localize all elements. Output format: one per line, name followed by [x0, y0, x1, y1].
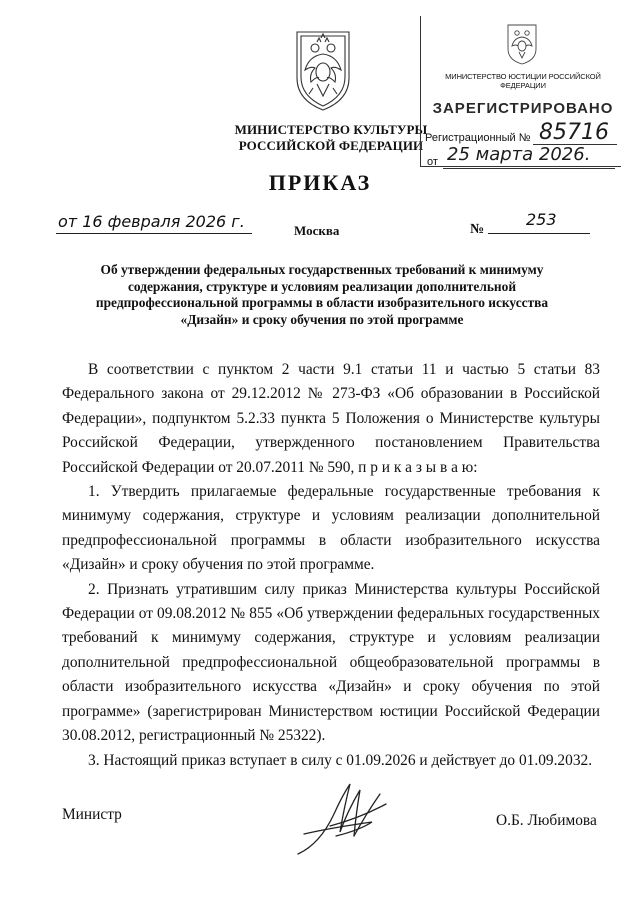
stamp-ministry: МИНИСТЕРСТВО ЮСТИЦИИ РОССИЙСКОЙ ФЕДЕРАЦИИ: [445, 72, 601, 90]
heading-line: Об утверждении федеральных государственных требований к минимуму: [100, 262, 544, 277]
clause-paragraph: 2. Признать утратившим силу приказ Министерства культуры Российской Федерации от 09.08.2012 № 855 «Об утверждении федеральных государственных требований к минимуму содержания, структуре и условиям реализации дополнительной предпрофессиональной общеобразовательной программы в области изобразительного искусства «Дизайн» и сроку обучения по этой программе» (зарегистрирован Министерством юстиции Российской Федерации 30.08.2012, регистрационный № 25322).: [62, 580, 600, 745]
order-number: 253: [526, 210, 557, 229]
order-city: Москва: [294, 223, 340, 238]
ministry-name: [226, 122, 436, 154]
handwritten-signature: [290, 774, 400, 864]
order-date-underline: [56, 233, 252, 234]
ministry-line: РОССИЙСКОЙ ФЕДЕРАЦИИ: [238, 138, 424, 153]
stamp-registration-date: 25 марта 2026.: [447, 144, 591, 165]
order-number-underline: [488, 233, 590, 234]
order-body: [62, 358, 600, 773]
heading-line: содержания, структуре и условиям реализации дополнительной: [127, 278, 517, 294]
order-number-label: №: [470, 222, 485, 237]
coat-of-arms-icon: [287, 26, 359, 112]
order-heading: [62, 262, 582, 328]
signer-title: Министр: [62, 806, 122, 823]
registration-stamp: [420, 16, 621, 167]
stamp-date-label: от: [427, 156, 438, 168]
ministry-line: МИНИСТЕРСТВО КУЛЬТУРЫ: [234, 122, 428, 137]
heading-line: «Дизайн» и сроку обучения по этой программе: [180, 311, 464, 327]
clause-paragraph: 3. Настоящий приказ вступает в силу с 01.09.2026 и действует до 01.09.2032.: [88, 751, 593, 769]
order-date: от 16 февраля 2026 г.: [58, 212, 245, 231]
preamble-paragraph: В соответствии с пунктом 2 части 9.1 статьи 11 и частью 5 статьи 83 Федерального закона от 29.12.2012 № 273-ФЗ «Об образовании в Российской Федерации», подпунктом 5.2.33 пункта 5 Положения о Министерстве культуры Российской Федерации, утвержденного постановлением Правительства Российской Федерации от 20.07.2011 № 590, п р и к а з ы в а ю:: [62, 361, 600, 476]
stamp-date-underline: [443, 168, 615, 169]
clause-paragraph: 1. Утвердить прилагаемые федеральные государственные требования к минимуму содержания, структуре и условиям реализации дополнительной предпрофессиональной программы в области изобразительного искусства «Дизайн» и сроку обучения по этой программе.: [62, 483, 600, 574]
stamp-registered-label: ЗАРЕГИСТРИРОВАНО: [432, 100, 614, 117]
coat-of-arms-icon: [503, 22, 541, 66]
stamp-number-label: Регистрационный №: [425, 132, 531, 144]
signer-name: О.Б. Любимова: [496, 812, 597, 829]
document-type: ПРИКАЗ: [268, 170, 372, 195]
heading-line: предпрофессиональной программы в области изобразительного искусства: [95, 295, 549, 310]
stamp-registration-number: 85716: [539, 120, 609, 145]
